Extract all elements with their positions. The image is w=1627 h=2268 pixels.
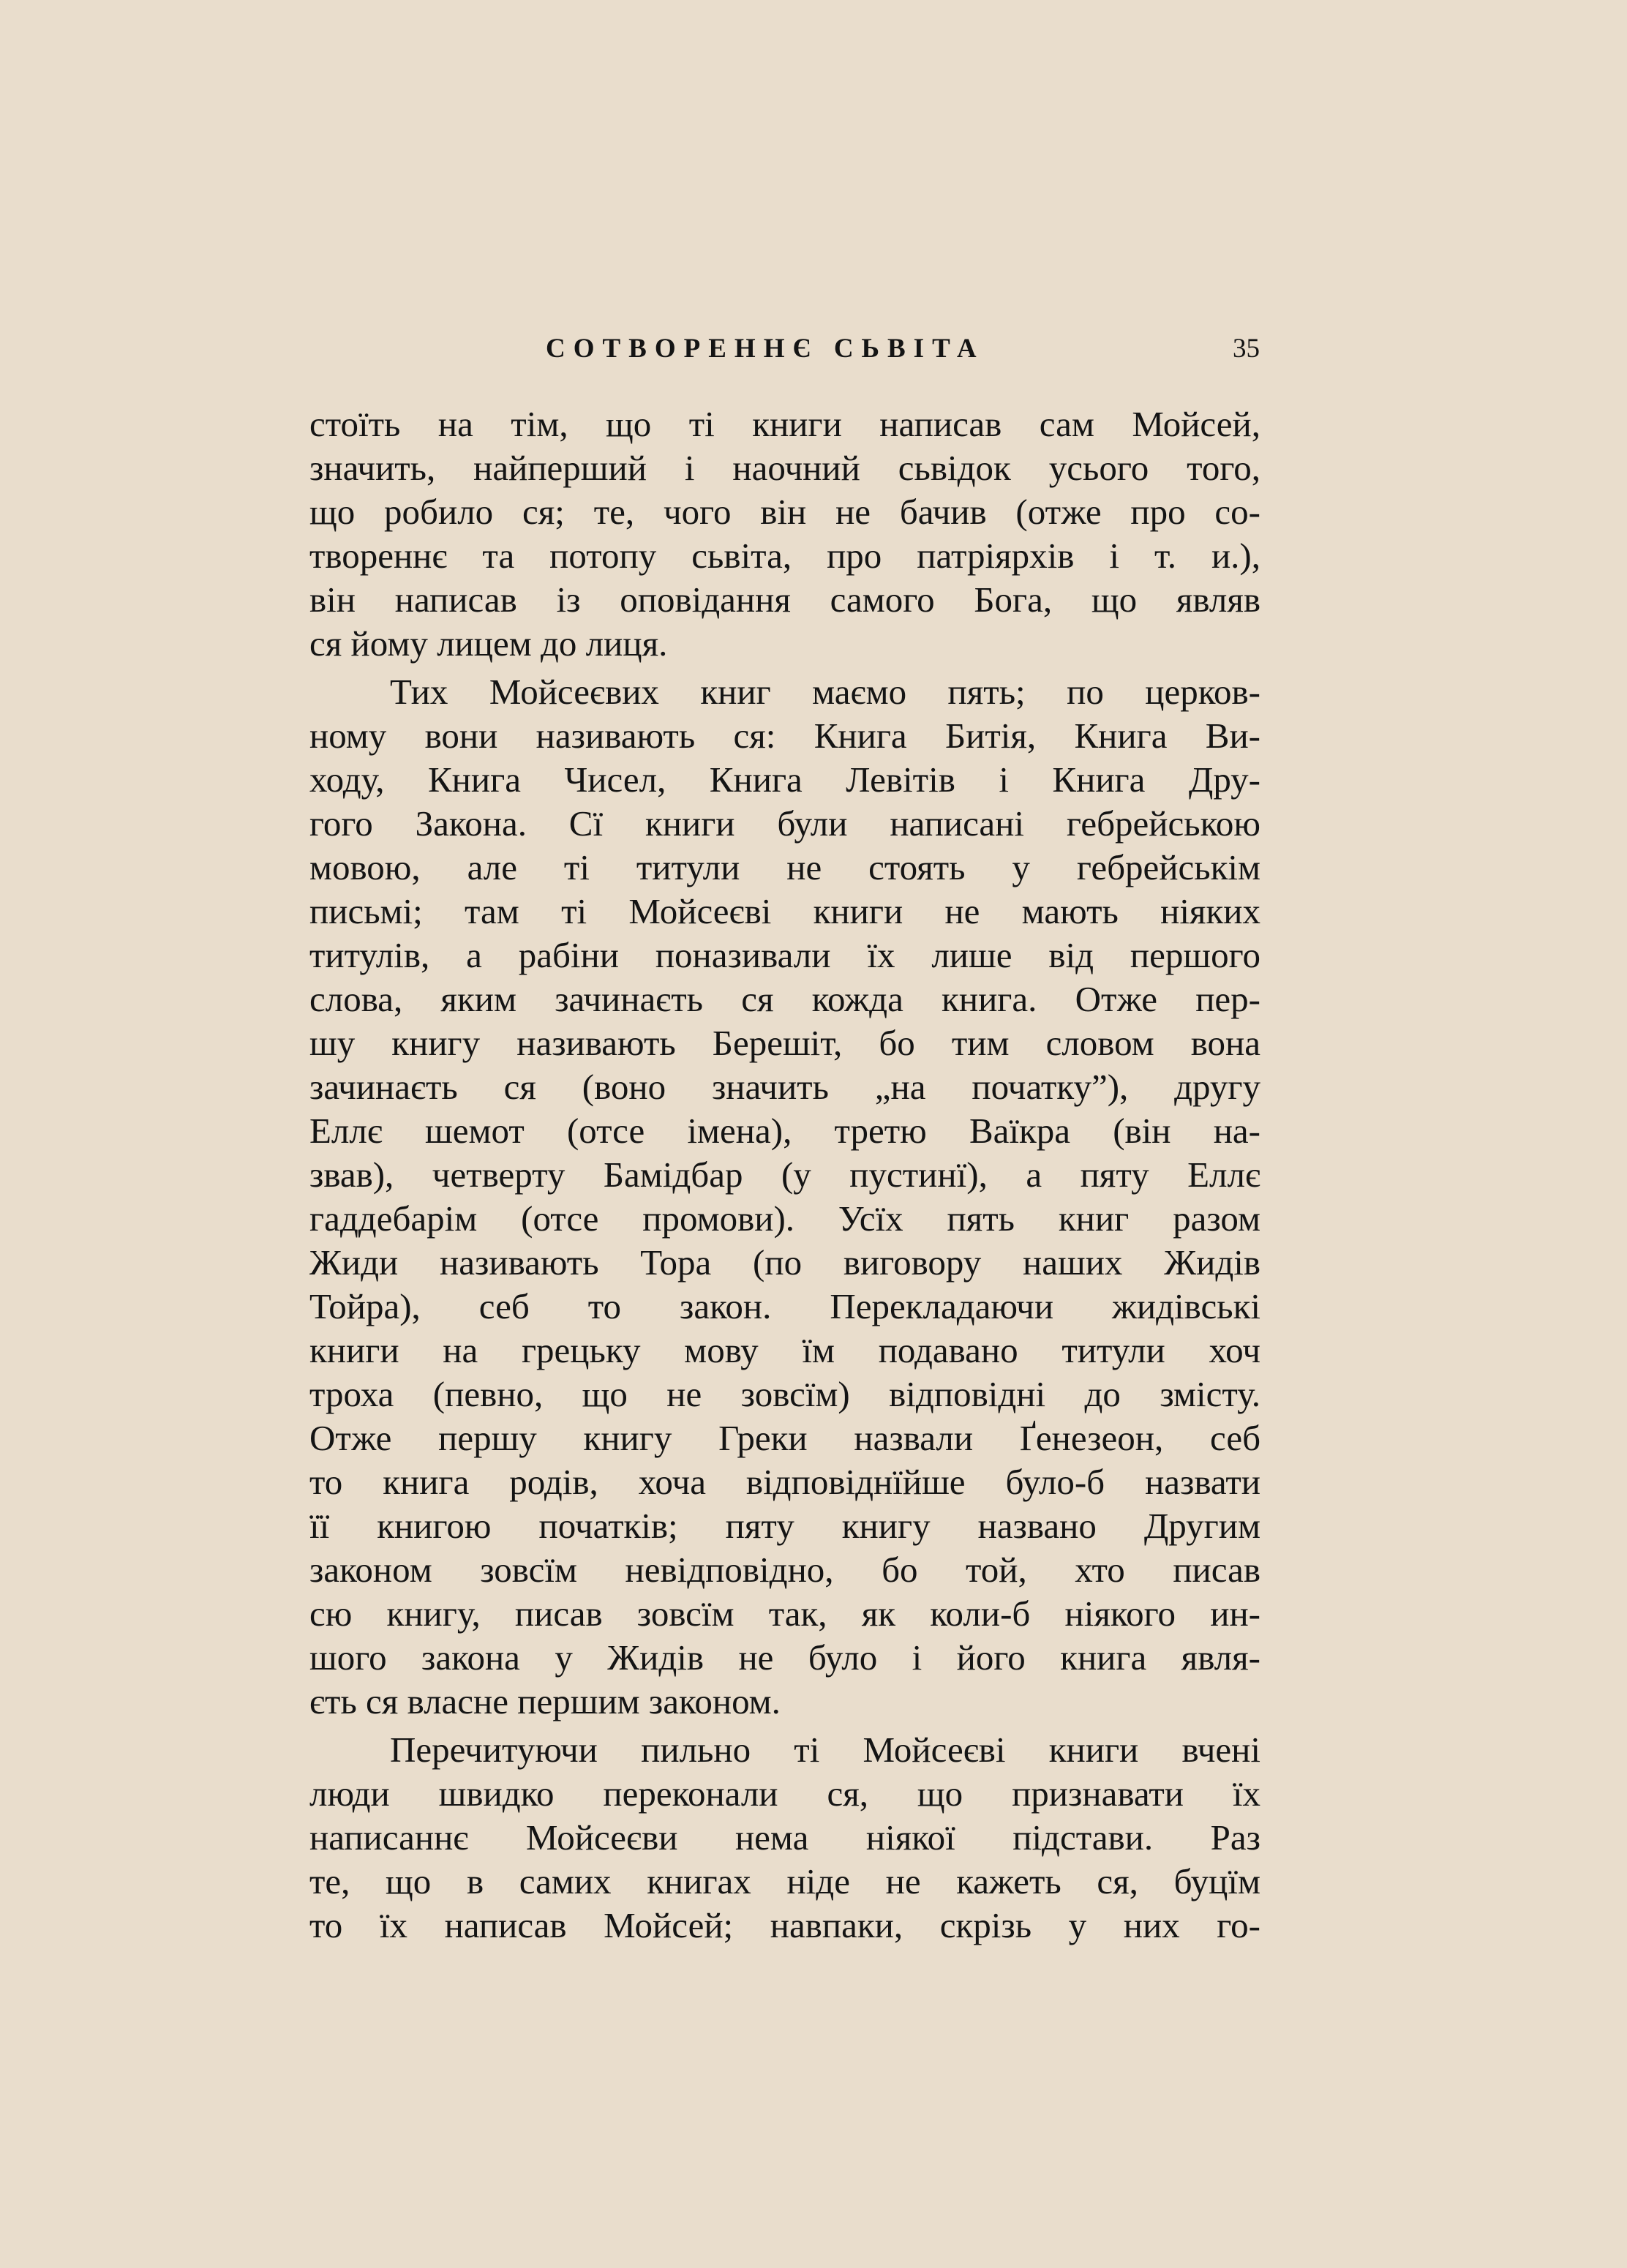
text-line: значить, найперший і наочний сьвідок усього того,: [309, 448, 1260, 488]
text-line: гого Закона. Сї книги були написані гебрейською: [309, 803, 1260, 844]
text-line: ходу, Книга Чисел, Книга Левітів і Книга Дру-: [309, 759, 1260, 800]
text-line: слова, яким зачинаєть ся кожда книга. Отже пер-: [309, 979, 1260, 1019]
text-line: Отже першу книгу Греки назвали Ґенезеон, себ: [309, 1418, 1260, 1458]
text-line: то їх написав Мойсей; навпаки, скрізь у них го-: [309, 1905, 1260, 1945]
text-line: законом зовсїм невідповідно, бо той, хто писав: [309, 1550, 1260, 1590]
paragraph-2: [309, 670, 1260, 1724]
text-line: те, що в самих книгах ніде не кажеть ся, буцїм: [309, 1861, 1260, 1901]
text-line: звав), четверту Бамідбар (у пустинї), а пяту Еллє: [309, 1154, 1260, 1195]
text-line: що робило ся; те, чого він не бачив (отже про со-: [309, 492, 1260, 532]
text-line: твореннє та потопу сьвіта, про патріярхів і т. и.),: [309, 536, 1260, 576]
text-line: її книгою початків; пяту книгу названо Другим: [309, 1506, 1260, 1546]
text-line: шого закона у Жидів не було і його книга явля-: [309, 1637, 1260, 1678]
text-line: люди швидко переконали ся, що признавати їх: [309, 1773, 1260, 1814]
text-line: написаннє Мойсеєви нема ніякої підстави. Раз: [309, 1817, 1260, 1858]
text-line: Перечитуючи пильно ті Мойсеєві книги вчені: [390, 1730, 1260, 1770]
text-line: стоїть на тім, що ті книги написав сам Мойсей,: [309, 404, 1260, 444]
text-line: єть ся власне першим законом.: [309, 1681, 781, 1721]
text-line: зачинаєть ся (воно значить „на початку”), другу: [309, 1067, 1260, 1107]
paragraph-1: [309, 402, 1260, 666]
text-line: письмі; там ті Мойсеєві книги не мають ніяких: [309, 891, 1260, 931]
paragraph-3: [309, 1728, 1260, 1948]
text-line: сю книгу, писав зовсїм так, як коли-б ніякого ин-: [309, 1593, 1260, 1634]
running-head: [307, 331, 1260, 367]
text-line: мовою, але ті титули не стоять у гебрейськім: [309, 847, 1260, 887]
body-text: [309, 402, 1260, 1952]
text-line: троха (певно, що не зовсїм) відповідні до змісту.: [309, 1374, 1260, 1414]
text-line: шу книгу називають Берешіт, бо тим словом вона: [309, 1023, 1260, 1063]
text-line: гаддебарім (отсе промови). Усїх пять книг разом: [309, 1198, 1260, 1239]
text-line: то книга родів, хоча відповіднїйше було-б назвати: [309, 1462, 1260, 1502]
text-line: титулів, а рабіни поназивали їх лише від першого: [309, 935, 1260, 975]
text-line: Жиди називають Тора (по виговору наших Жидів: [309, 1242, 1260, 1283]
text-line: ся йому лицем до лиця.: [309, 623, 668, 664]
page-number: 35: [1233, 334, 1260, 364]
text-line: він написав із оповідання самого Бога, що являв: [309, 579, 1260, 620]
running-title: СОТВОРЕННЄ СЬВІТА: [546, 334, 985, 364]
text-line: Еллє шемот (отсе імена), третю Ваїкра (він на-: [309, 1111, 1260, 1151]
text-line: ному вони називають ся: Книга Битія, Книга Ви-: [309, 716, 1260, 756]
text-line: Тойра), себ то закон. Перекладаючи жидівські: [309, 1286, 1260, 1326]
text-line: Тих Мойсеєвих книг маємо пять; по церков-: [390, 672, 1260, 712]
text-line: книги на грецьку мову їм подавано титули хоч: [309, 1330, 1260, 1370]
